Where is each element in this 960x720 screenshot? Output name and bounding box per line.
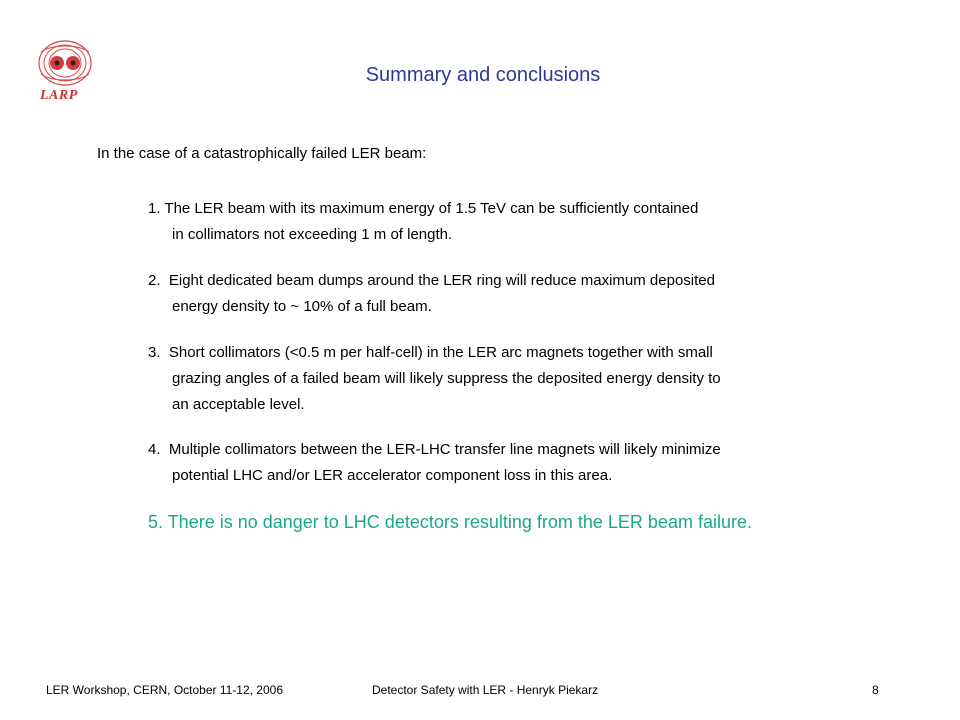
- item-number: 4.: [148, 441, 161, 458]
- slide-title: Summary and conclusions: [365, 64, 601, 86]
- conclusion-item-2: [148, 268, 888, 320]
- item-line: potential LHC and/or LER accelerator component loss in this area.: [172, 467, 613, 484]
- highlight-conclusion: 5. There is no danger to LHC detectors resulting from the LER beam failure.: [148, 512, 752, 532]
- item-number: 1.: [148, 200, 161, 217]
- conclusion-item-3: [148, 340, 888, 418]
- item-line: Short collimators (<0.5 m per half-cell) in the LER arc magnets together with small: [168, 344, 713, 361]
- footer-event: LER Workshop, CERN, October 11-12, 2006: [46, 683, 283, 697]
- conclusion-item-4: [148, 437, 888, 489]
- item-line: Multiple collimators between the LER-LHC transfer line magnets will likely minimize: [168, 441, 721, 458]
- footer-presentation: Detector Safety with LER - Henryk Piekarz: [372, 683, 599, 697]
- item-line: grazing angles of a failed beam will likely suppress the deposited energy density to: [172, 370, 721, 387]
- item-line: Eight dedicated beam dumps around the LER ring will reduce maximum deposited: [168, 272, 715, 289]
- item-line: in collimators not exceeding 1 m of length.: [172, 226, 453, 243]
- item-number: 3.: [148, 344, 161, 361]
- intro-text: In the case of a catastrophically failed LER beam:: [97, 145, 427, 162]
- item-number: 2.: [148, 272, 161, 289]
- page-number: 8: [872, 683, 879, 697]
- item-line: an acceptable level.: [172, 396, 305, 413]
- item-line: The LER beam with its maximum energy of 1.5 TeV can be sufficiently contained: [164, 200, 699, 217]
- conclusion-item-1: [148, 196, 888, 248]
- logo-text: LARP: [40, 88, 78, 103]
- item-line: energy density to ~ 10% of a full beam.: [172, 298, 432, 315]
